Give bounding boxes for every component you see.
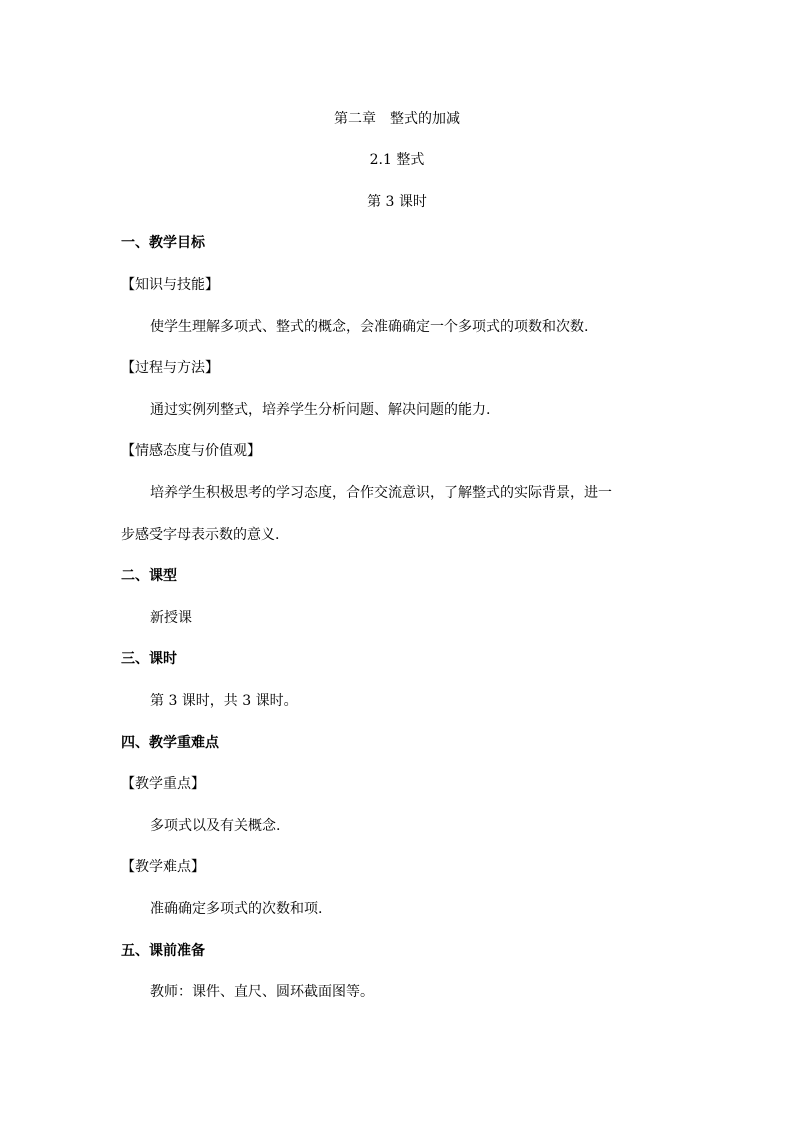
text-lesson-type: 新授课 (150, 610, 192, 626)
section-title: 2.1 整式 (369, 152, 425, 168)
label-difficult-points: 【教学难点】 (121, 859, 205, 875)
text-class-hours: 第 3 课时，共 3 课时。 (150, 693, 298, 709)
heading-preparation: 五、课前准备 (121, 943, 205, 959)
text-emotion-values-line1: 培养学生积极思考的学习态度，合作交流意识，了解整式的实际背景，进一 (150, 485, 612, 501)
lesson-title: 第 3 课时 (367, 194, 427, 210)
text-process-method: 通过实例列整式，培养学生分析问题、解决问题的能力. (150, 402, 491, 418)
heading-lesson-type: 二、课型 (121, 568, 177, 584)
chapter-title: 第二章 整式的加减 (334, 111, 460, 127)
text-knowledge-skills: 使学生理解多项式、整式的概念，会准确确定一个多项式的项数和次数. (150, 319, 589, 335)
heading-teaching-objectives: 一、教学目标 (121, 235, 205, 251)
label-key-points: 【教学重点】 (121, 776, 205, 792)
text-preparation: 教师：课件、直尺、圆环截面图等。 (150, 984, 374, 1000)
label-knowledge-skills: 【知识与技能】 (121, 277, 219, 293)
label-process-method: 【过程与方法】 (121, 360, 219, 376)
text-emotion-values-line2: 步感受字母表示数的意义. (121, 527, 280, 543)
text-difficult-points: 准确确定多项式的次数和项. (150, 901, 323, 917)
heading-key-difficult-points: 四、教学重难点 (121, 735, 219, 751)
label-emotion-values: 【情感态度与价值观】 (121, 443, 261, 459)
heading-class-hours: 三、课时 (121, 651, 177, 667)
text-key-points: 多项式以及有关概念. (150, 818, 281, 834)
